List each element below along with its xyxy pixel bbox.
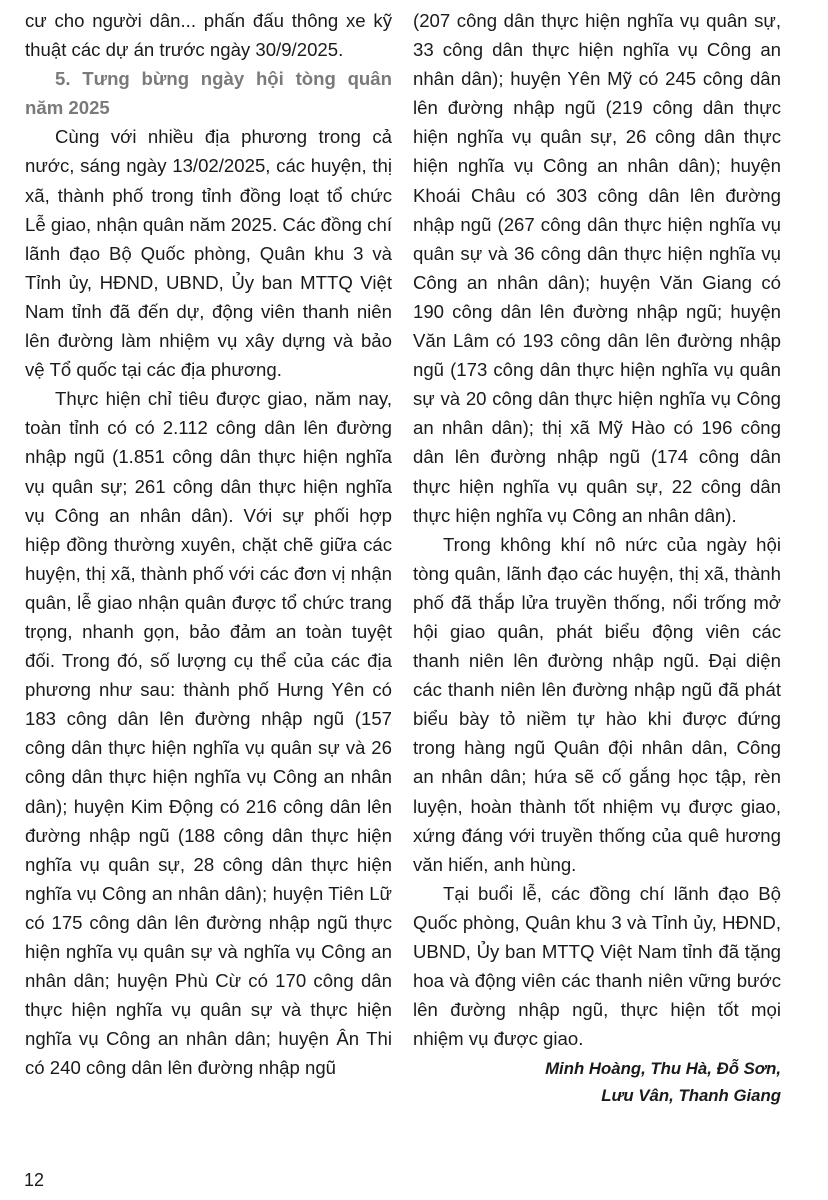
author-signature — [413, 1055, 781, 1109]
paragraph: Tại buổi lễ, các đồng chí lãnh đạo Bộ Quốc phòng, Quân khu 3 và Tỉnh ủy, HĐND, UBND, Ủy ban MTTQ Việt Nam tỉnh đã tặng hoa và động viên các thanh niên vững bước lên đường nhập ngũ, thực hiện tốt mọi nhiệm vụ được giao. — [413, 882, 781, 1050]
right-column — [413, 6, 781, 1109]
paragraph: Cùng với nhiều địa phương trong cả nước, sáng ngày 13/02/2025, các huyện, thị xã, thành phố trong tỉnh đồng loạt tổ chức Lễ giao, nhận quân năm 2025. Các đồng chí lãnh đạo Bộ Quốc phòng, Quân khu 3 và Tỉnh ủy, HĐND, UBND, Ủy ban MTTQ Việt Nam tỉnh đã đến dự, động viên thanh niên lên đường làm nhiệm vụ xây dựng và bảo vệ Tổ quốc tại các địa phương. — [25, 126, 392, 381]
section-heading: 5. Tưng bừng ngày hội tòng quân năm 2025 — [25, 68, 392, 119]
author-signature-line: Lưu Vân, Thanh Giang — [601, 1086, 781, 1106]
left-column — [25, 6, 392, 1082]
paragraph: Trong không khí nô nức của ngày hội tòng quân, lãnh đạo các huyện, thị xã, thành phố đã thắp lửa truyền thống, nổi trống mở hội giao quân, phát biểu động viên các thanh niên lên đường nhập ngũ. Đại diện các thanh niên lên đường nhập ngũ đã phát biểu bày tỏ niềm tự hào khi được đứng trong hàng ngũ Quân đội nhân dân, Công an nhân dân; hứa sẽ cố gắng học tập, rèn luyện, hoàn thành tốt nhiệm vụ được giao, xứng đáng với truyền thống của quê hương văn hiến, anh hùng. — [413, 533, 781, 875]
page-number: 12 — [24, 1170, 45, 1190]
author-signature-line: Minh Hoàng, Thu Hà, Đỗ Sơn, — [545, 1059, 781, 1079]
paragraph: Thực hiện chỉ tiêu được giao, năm nay, toàn tỉnh có có 2.112 công dân lên đường nhập ngũ (1.851 công dân thực hiện nghĩa vụ quân sự; 261 công dân thực hiện nghĩa vụ Công an nhân dân). Với sự phối hợp hiệp đồng thường xuyên, chặt chẽ giữa các huyện, thị xã, thành phố với các đơn vị nhận quân, lễ giao nhận quân được tổ chức trang trọng, nhanh gọn, bảo đảm an toàn tuyệt đối. Trong đó, số lượng cụ thể của các địa phương như sau: thành phố Hưng Yên có 183 công dân lên đường nhập ngũ (157 công dân thực hiện nghĩa vụ quân sự và 26 công dân thực hiện nghĩa vụ Công an nhân dân); huyện Kim Động có 216 công dân lên đường nhập ngũ (188 công dân thực hiện nghĩa vụ quân sự, 28 công dân thực hiện nghĩa vụ Công an nhân dân); huyện Tiên Lữ có 175 công dân lên đường nhập ngũ thực hiện nghĩa vụ quân sự và nghĩa vụ Công an nhân dân; huyện Phù Cừ có 170 công dân thực hiện nghĩa vụ quân sự và thực hiện nghĩa vụ Công an nhân dân; huyện Ân Thi có 240 công dân lên đường nhập ngũ — [25, 388, 392, 1079]
paragraph-continuation: (207 công dân thực hiện nghĩa vụ quân sự, 33 công dân thực hiện nghĩa vụ Công an nhân dân); huyện Yên Mỹ có 245 công dân lên đường nhập ngũ (219 công dân thực hiện nghĩa vụ quân sự, 26 công dân thực hiện nghĩa vụ Công an nhân dân); huyện Khoái Châu có 303 công dân lên đường nhập ngũ (267 công dân thực hiện nghĩa vụ quân sự và 36 công dân thực hiện nghĩa vụ Công an nhân dân); huyện Văn Giang có 190 công dân lên đường nhập ngũ; huyện Văn Lâm có 193 công dân lên đường nhập ngũ (173 công dân thực hiện nghĩa vụ quân sự và 20 công dân thực hiện nghĩa vụ Công an nhân dân); thị xã Mỹ Hào có 196 công dân lên đường nhập ngũ (174 công dân thực hiện nghĩa vụ quân sự, 22 công dân thực hiện nghĩa vụ Công an nhân dân). — [413, 10, 781, 526]
paragraph-continuation: cư cho người dân... phấn đấu thông xe kỹ thuật các dự án trước ngày 30/9/2025. — [25, 10, 392, 61]
